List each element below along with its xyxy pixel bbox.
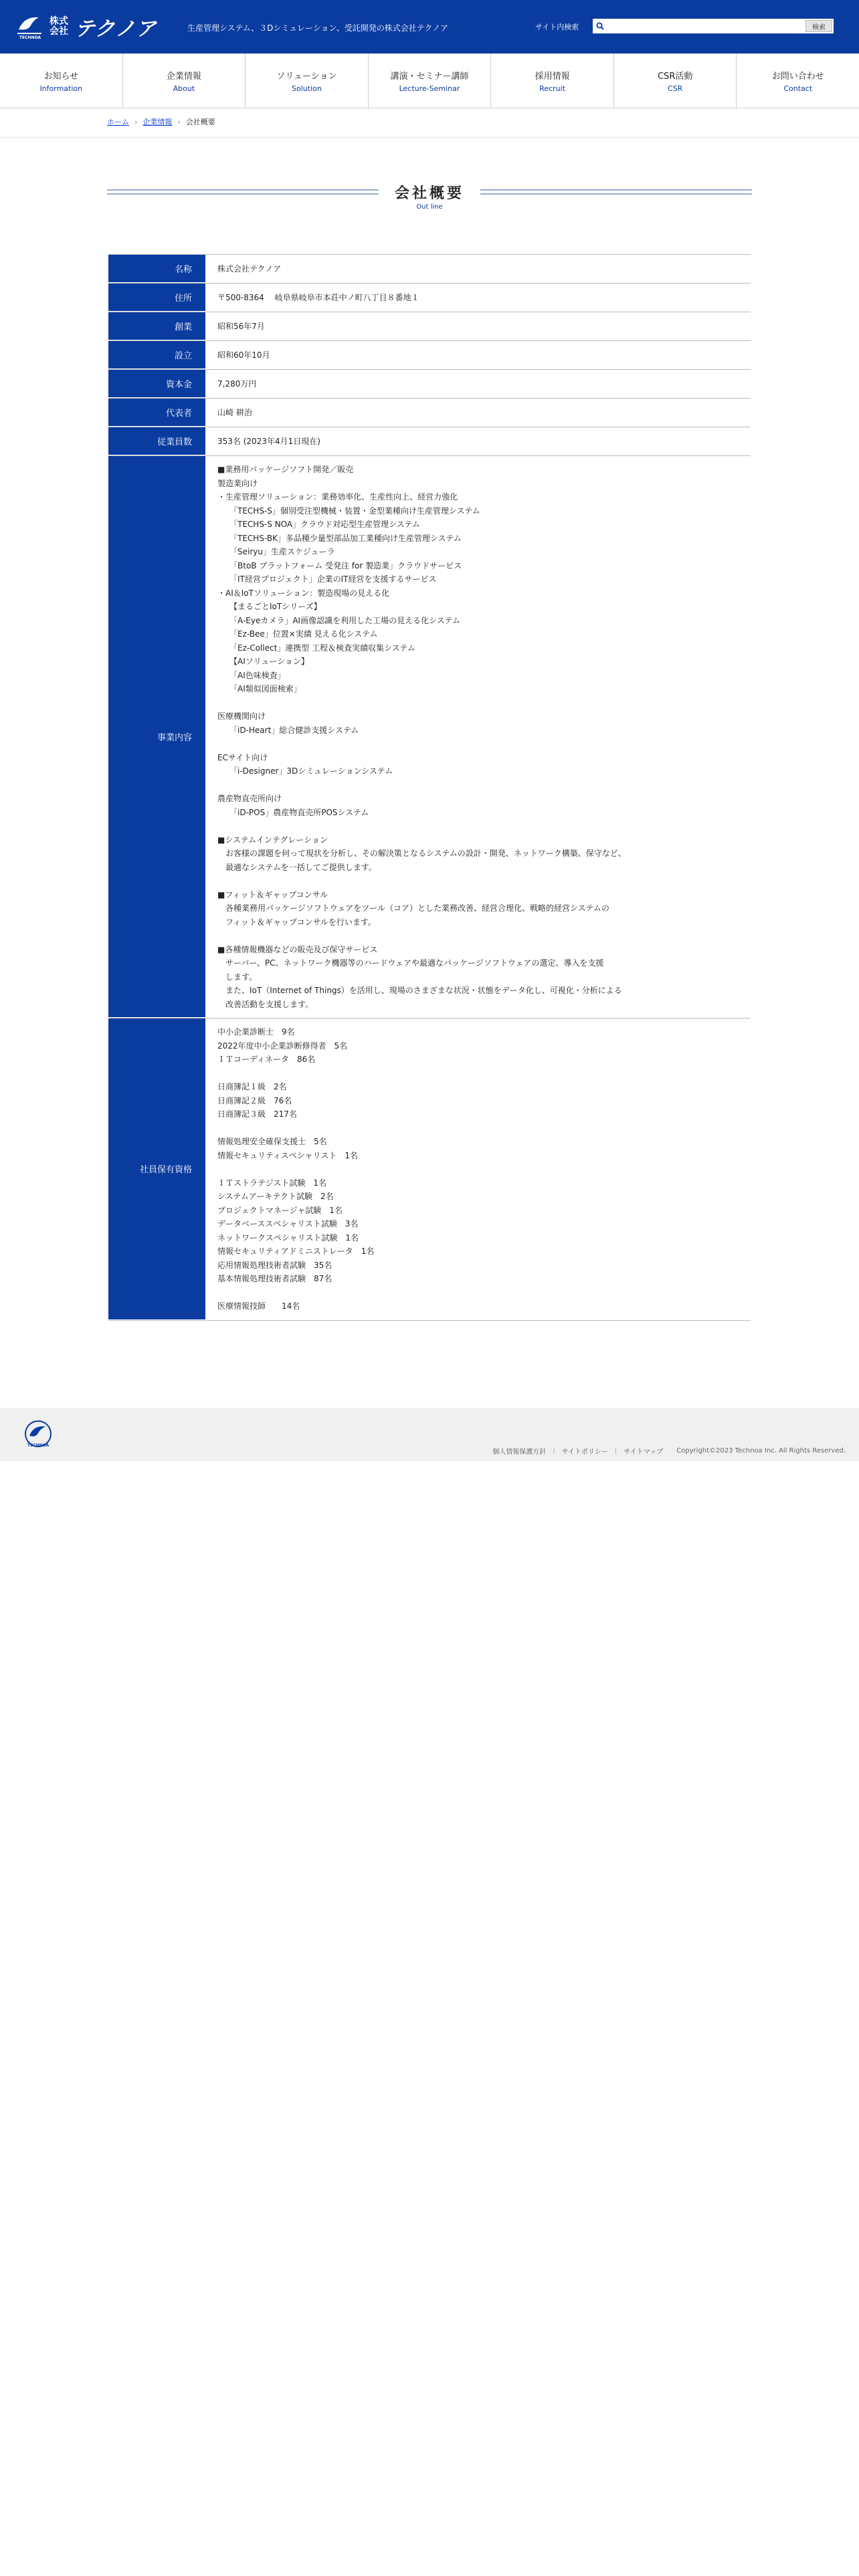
nav-item-solution[interactable] [246, 53, 369, 108]
table-row [108, 341, 751, 370]
nav-label-jp: お知らせ [43, 71, 79, 82]
nav-item-information[interactable] [0, 53, 123, 108]
row-value: 昭和56年7月 [217, 321, 265, 331]
nav-label-en: About [173, 84, 195, 93]
nav-item-csr[interactable] [614, 53, 737, 108]
footer-link-privacy[interactable]: 個人情報保護方針 [492, 1448, 547, 1456]
header-tagline: 生産管理システム、３Dシミュレーション、受託開発の株式会社テクノア [187, 23, 449, 33]
row-header: 従業員数 [108, 427, 205, 455]
row-header: 資本金 [108, 370, 205, 398]
nav-label-en: Contact [783, 84, 813, 93]
svg-text:TECHNOA: TECHNOA [19, 35, 41, 40]
nav-label-en: CSR [668, 84, 683, 93]
technoa-logo-icon [15, 13, 45, 40]
nav-label-jp: 企業情報 [166, 71, 201, 82]
site-footer [0, 1408, 859, 1461]
row-value: 〒500-8364 岐阜県岐阜市本荘中ノ町八丁目８番地１ [217, 292, 419, 302]
nav-label-jp: お問い合わせ [771, 71, 824, 82]
copyright-text: Copyright©2023 Technoa Inc. All Rights Reserved. [676, 1447, 846, 1455]
breadcrumb-parent-link[interactable]: 企業情報 [142, 118, 173, 126]
footer-links [492, 1446, 846, 1456]
table-row [108, 284, 751, 312]
footer-separator: | [553, 1447, 555, 1455]
row-value: 中小企業診断士 9名 2022年度中小企業診断修得者 5名 ＩＴコーディネータ 86名 日商簿記１級 2名 日商簿記２級 76名 日商簿記３級 217名 情報処理安全確保支援士 5名 情報セキュリティスペシャリスト 1名 ＩＴストラテジスト試験 1名 システムアーキテクト試験 2名 プロジェクトマネージャ試験 1名 データベーススペシャリスト試験 3名 ネットワークスペシャリスト試験 1名 情報セキュリティアドミニストレータ 1名 応用情報処理技術者試験 35名 基本情報処理技術者試験 87名 医療情報技師 14名 [217, 1027, 375, 1311]
nav-label-en: Solution [292, 84, 322, 93]
row-value: 昭和60年10月 [217, 350, 270, 360]
nav-label-en: Information [39, 84, 83, 93]
search-label: サイト内検索 [535, 23, 579, 31]
footer-logo-icon[interactable] [20, 1417, 56, 1451]
table-row [108, 456, 751, 1018]
row-header: 事業内容 [108, 456, 205, 1018]
table-row [108, 1018, 751, 1321]
footer-link-site-policy[interactable]: サイトポリシー [561, 1448, 608, 1456]
nav-label-en: Lecture-Seminar [399, 84, 460, 93]
breadcrumb-separator-icon: › [177, 117, 181, 126]
breadcrumb-home-link[interactable]: ホーム [107, 118, 129, 126]
company-outline-table [108, 254, 751, 1321]
divider [0, 137, 859, 138]
page-subtitle: Out line [416, 203, 443, 211]
site-logo[interactable] [15, 12, 157, 41]
page-title: 会社概要 [394, 185, 464, 202]
row-value: ■業務用パッケージソフト開発／販売 製造業向け ・生産管理ソリューション：業務効率化、生産性向上、経営力強化 「TECHS-S」個別受注型機械・装置・金型業種向け生産管理システム 「TECHS-S NOA」クラウド対応型生産管理システム 「TECHS-BK」多品種少量型部品加工業種向け生産管理システム 「Seiryu」生産スケジューラ 「BtoB プラットフォーム 受発注 for 製造業」クラウドサービス 「IT経営プロジェクト」企業のIT経営を支援するサービス ・AI＆IoTソリューション：製造現場の見える化 【まるごとIoTシリーズ】 「A-Eyeカメラ」AI画像認識を利用した工場の見える化システム 「Ez-Bee」位置×実績 見える化システム 「Ez-Collect」連携型 工程＆検査実績収集システム 【AIソリューション】 「AI色味検査」 「AI類似図面検索」 医療機関向け 「iD-Heart」総合健診支援システム ECサイト向け 「i-Designer」3Dシミュレーションシステム 農産物直売所向け 「iD-POS」農産物直売所POSシステム ■システムインテグレーション お客様の課題を伺って現状を分析し、その解決策となるシステムの設計・開発、ネットワーク構築、保守など、 最適なシステムを一括してご提供します。 ■フィット＆ギャップコンサル 各種業務用パッケージソフトウェアをツール（コア）とした業務改善、経営合理化、戦略的経営システムの フィット＆ギャップコンサルを行います。 ■各種情報機器などの販売及び保守サービス サーバー、PC、ネットワーク機器等のハードウェアや最適なパッケージソフトウェアの選定、導入を支援 します。 また、IoT（Internet of Things）を活用し、現場のさまざまな状況・状態をデータ化し、可視化・分析による 改善活動を支援します。 [217, 465, 626, 1009]
svg-text:TECHNOA: TECHNOA [27, 1443, 50, 1448]
row-header: 創業 [108, 312, 205, 340]
table-row [108, 370, 751, 399]
logo-kaisha-text: 株式会社 [50, 16, 68, 37]
page-title-block [107, 182, 752, 215]
row-header: 設立 [108, 341, 205, 369]
nav-label-jp: ソリューション [276, 71, 337, 82]
nav-item-lecture-seminar[interactable] [369, 53, 492, 108]
breadcrumb-current: 会社概要 [185, 118, 215, 126]
table-row [108, 399, 751, 427]
nav-label-jp: 採用情報 [535, 71, 570, 82]
nav-item-contact[interactable] [737, 53, 859, 108]
table-row [108, 312, 751, 341]
search-input[interactable] [607, 19, 805, 33]
nav-label-en: Recruit [539, 84, 566, 93]
row-header: 代表者 [108, 399, 205, 427]
search-form [593, 19, 834, 33]
row-header: 社員保有資格 [108, 1018, 205, 1320]
row-value: 山崎 耕治 [217, 407, 252, 417]
row-value: 株式会社テクノア [217, 263, 282, 274]
search-button[interactable]: 検索 [805, 20, 832, 32]
search-icon [593, 19, 607, 33]
row-header: 住所 [108, 284, 205, 312]
nav-label-jp: CSR活動 [657, 71, 693, 82]
nav-item-recruit[interactable] [491, 53, 614, 108]
global-nav [0, 53, 859, 108]
nav-label-jp: 講演・セミナー講師 [390, 71, 469, 82]
site-header [0, 0, 859, 53]
row-value: 353名 (2023年4月1日現在) [217, 436, 320, 446]
footer-link-sitemap[interactable]: サイトマップ [624, 1448, 664, 1456]
row-header: 名称 [108, 255, 205, 283]
logo-name-text: テクノア [75, 17, 157, 41]
breadcrumb [107, 116, 215, 127]
row-value: 7,280万円 [217, 379, 257, 389]
nav-item-about[interactable] [123, 53, 246, 108]
table-row [108, 427, 751, 456]
footer-separator: | [614, 1447, 617, 1455]
table-row [108, 255, 751, 284]
breadcrumb-separator-icon: › [134, 117, 138, 126]
